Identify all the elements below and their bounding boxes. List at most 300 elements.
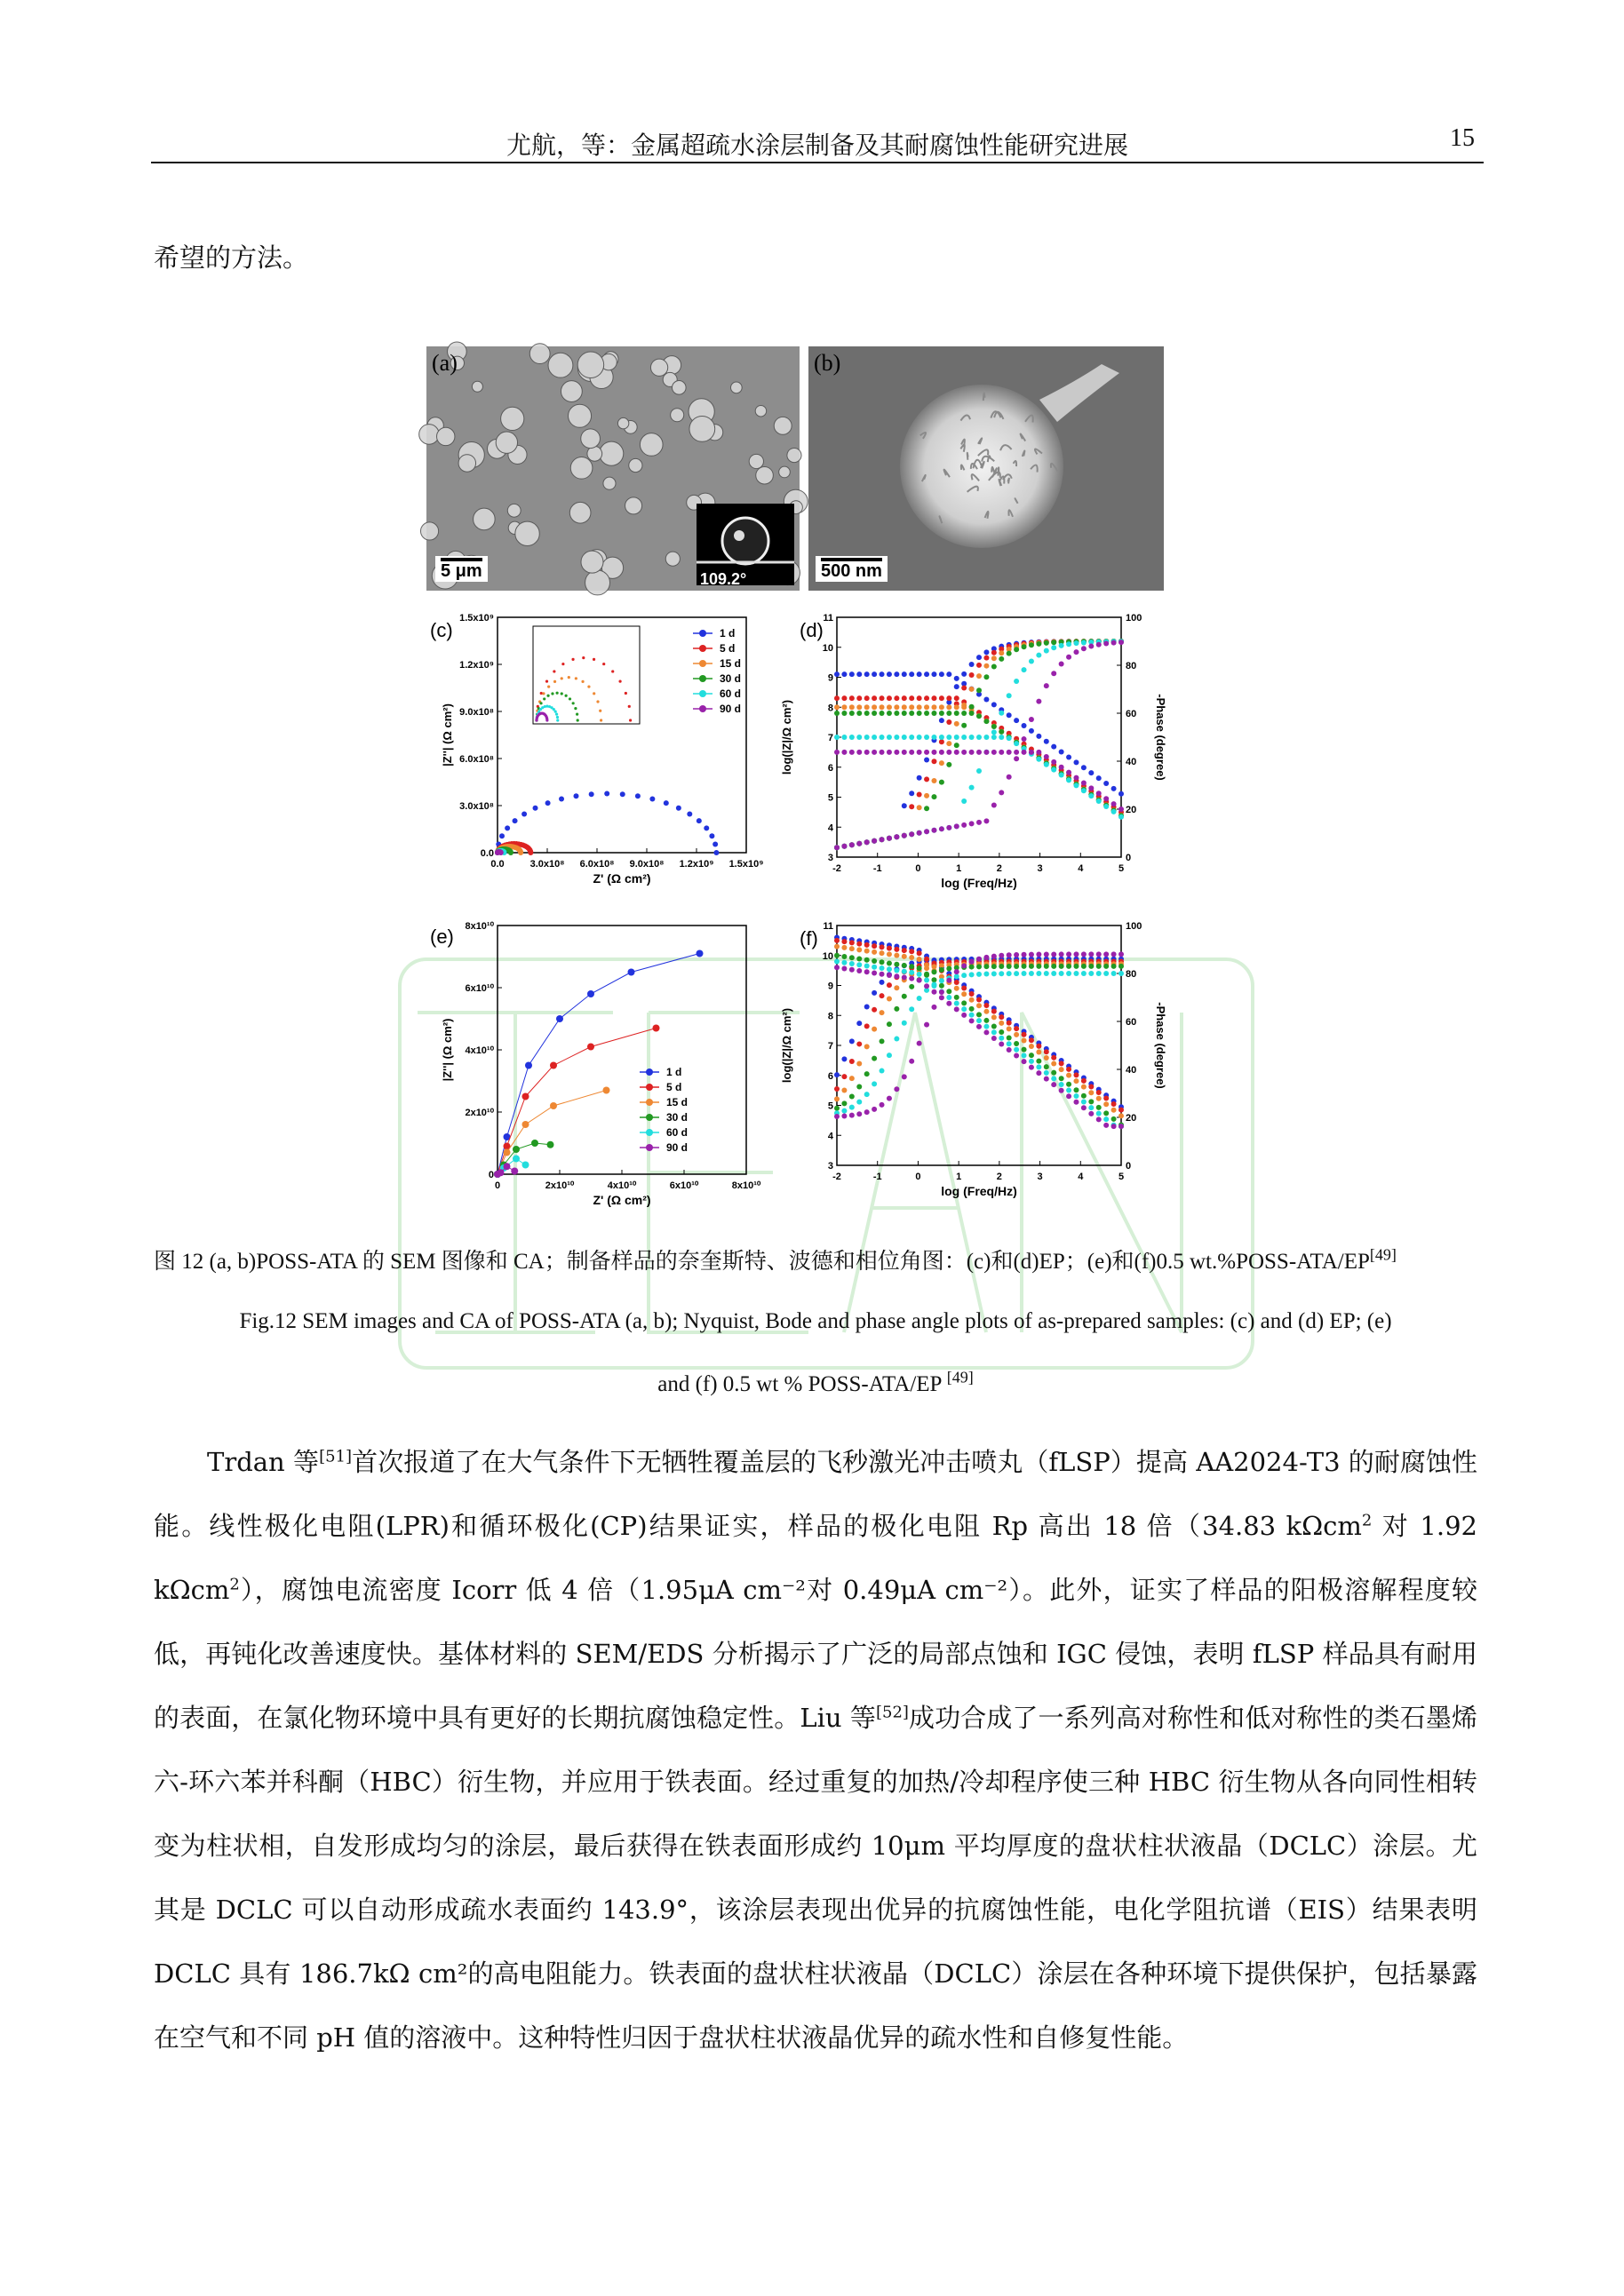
legend-label: 90 d (720, 703, 742, 715)
data-point (697, 818, 702, 823)
y-tick-label: 10 (822, 642, 833, 654)
magnitude-point (1036, 1070, 1041, 1076)
data-point (521, 811, 527, 816)
phase-point (999, 953, 1004, 958)
inset-point (565, 695, 568, 697)
magnitude-point (1073, 783, 1079, 788)
magnitude-point (976, 735, 982, 740)
phase-point (1118, 951, 1124, 957)
magnitude-point (872, 735, 877, 740)
phase-point (976, 663, 982, 668)
magnitude-point (834, 671, 840, 677)
phase-point (864, 839, 870, 845)
magnitude-point (856, 941, 862, 947)
magnitude-point (924, 750, 929, 755)
header-title: 尤航，等：金属超疏水涂层制备及其耐腐蚀性能研究进展 (506, 131, 1128, 160)
phase-point (1044, 648, 1049, 654)
magnitude-point (1088, 1111, 1094, 1116)
magnitude-point (1096, 790, 1102, 796)
phase-point (1088, 964, 1094, 969)
phase-point (961, 671, 967, 677)
magnitude-point (954, 995, 959, 1000)
phase-point (917, 830, 922, 836)
data-point (533, 806, 538, 811)
magnitude-point (954, 711, 959, 716)
x-tick-label: 5 (1118, 1172, 1125, 1182)
y-tick-label: 4 (827, 1131, 833, 1142)
inset-point (569, 697, 571, 700)
magnitude-point (1059, 773, 1064, 778)
phase-point (1103, 951, 1109, 957)
magnitude-point (991, 1029, 997, 1035)
magnitude-point (1118, 1113, 1124, 1118)
phase-point (1014, 647, 1019, 652)
phase-point (1044, 683, 1049, 688)
phase-point (991, 650, 997, 655)
inset-point (553, 680, 556, 683)
phase-point (999, 790, 1004, 795)
magnitude-point (887, 750, 892, 755)
inset-point (556, 719, 559, 721)
caption-cn-ref: [49] (1369, 1245, 1397, 1264)
phase-point (1111, 971, 1117, 976)
phase-point (1066, 641, 1071, 647)
magnitude-point (931, 989, 936, 995)
phase-point (969, 704, 975, 710)
phase-point (999, 656, 1004, 662)
phase-point (849, 1105, 855, 1110)
magnitude-point (902, 750, 907, 755)
magnitude-point (1036, 750, 1041, 755)
phase-point (880, 1010, 885, 1015)
body-s4: ），腐蚀电流密度 Icorr 低 4 倍（1.95μA cm⁻²对 0.49μA cm⁻²）。此外，证实了样品的阳极溶解程度较低，再钝化改善速度快。基体材料的 SEM/EDS 分析揭示了广泛的局部点蚀和 IGC 侵蚀，表明 fLSP 样品具有耐用的表面，在氯化物环境中具有更好的长期抗腐蚀稳定性。Liu 等 (154, 1575, 1477, 1733)
data-point (709, 833, 714, 838)
data-point (513, 1156, 520, 1163)
magnitude-point (1059, 1076, 1064, 1081)
magnitude-point (1111, 1108, 1117, 1113)
magnitude-point (1014, 1041, 1019, 1046)
phase-point (1051, 964, 1056, 969)
magnitude-point (834, 704, 840, 710)
magnitude-point (1022, 1059, 1027, 1064)
magnitude-point (864, 750, 870, 755)
magnitude-point (887, 711, 892, 716)
phase-point (961, 703, 967, 708)
magnitude-point (1081, 780, 1087, 785)
x-tick-label: 9.0x10⁸ (629, 859, 665, 870)
figure-caption-en-line2 (154, 1368, 1477, 1397)
phase-point (856, 1100, 862, 1105)
inset-point (582, 656, 585, 659)
x-tick-label: 0.0 (490, 859, 505, 870)
inset-point (556, 692, 559, 695)
phase-point (1029, 964, 1034, 969)
scale-bar-a-text: 5 μm (441, 561, 482, 581)
inset-point (628, 705, 631, 708)
magnitude-point (849, 695, 855, 701)
magnitude-point (1096, 1090, 1102, 1095)
x-tick-label: -1 (872, 863, 882, 874)
phase-point (849, 842, 855, 847)
magnitude-point (1007, 1021, 1012, 1026)
magnitude-point (1096, 775, 1102, 781)
data-point (704, 825, 709, 830)
phase-point (917, 805, 922, 810)
inset-point (554, 711, 557, 713)
phase-point (841, 1087, 847, 1092)
magnitude-point (1007, 1026, 1012, 1031)
phase-point (909, 804, 914, 809)
y-right-tick-label: 40 (1126, 1065, 1137, 1076)
panel-label-b: (b) (814, 350, 841, 376)
y-tick-label: 7 (827, 733, 833, 743)
y-tick-label: 2x10¹⁰ (465, 1108, 494, 1118)
magnitude-point (1029, 1065, 1034, 1070)
phase-point (931, 1005, 936, 1010)
magnitude-point (894, 704, 899, 710)
magnitude-point (1007, 712, 1012, 718)
phase-point (991, 655, 997, 661)
phase-point (1036, 653, 1041, 658)
phase-point (856, 1084, 862, 1089)
magnitude-point (1081, 1105, 1087, 1110)
phase-point (909, 1059, 914, 1064)
magnitude-point (1096, 1111, 1102, 1116)
magnitude-point (1081, 1093, 1087, 1099)
x-tick-label: -1 (872, 1172, 882, 1182)
phase-point (917, 996, 922, 1001)
phase-point (931, 969, 936, 974)
magnitude-point (909, 704, 914, 710)
magnitude-point (894, 947, 899, 952)
phase-point (880, 980, 885, 985)
magnitude-point (849, 750, 855, 755)
magnitude-point (887, 966, 892, 972)
chart-bode-f (782, 908, 1173, 1214)
body-s5: 成功合成了一系列高对称性和低对称性的类石墨烯六-环六苯并科酮（HBC）衍生物，并应用于铁表面。经过重复的加热/冷却程序使三种 HBC 衍生物从各向同性相转变为柱状相，自发形成均匀的涂层，最后获得在铁表面形成约 10μm 平均厚度的盘状柱状液晶（DCLC）涂层。尤其是 DCLC 可以自动形成疏水表面约 143.9°，该涂层表现出优异的抗腐蚀性能，电化学阻抗谱（EIS）结果表明 DCLC 具有 186.7kΩ cm²的高电阻能力。铁表面的盘状柱状液晶（DCLC）涂层在各种环境下提供保护，包括暴露在空气和不同 pH 值的溶液中。这种特性归因于盘状柱状液晶优异的疏水性和自修复性能。 (154, 1703, 1477, 2053)
magnitude-point (864, 711, 870, 716)
x-tick-label: -2 (832, 863, 841, 874)
phase-point (946, 966, 951, 972)
phase-point (1088, 644, 1094, 649)
magnitude-point (1036, 1064, 1041, 1069)
magnitude-point (1022, 1032, 1027, 1037)
magnitude-point (1118, 814, 1124, 820)
magnitude-point (894, 953, 899, 958)
legend-label: 1 d (720, 627, 736, 640)
phase-point (1022, 667, 1027, 672)
phase-point (924, 757, 929, 762)
y-axis-label: log(|Z|/Ω cm²) (780, 1007, 793, 1084)
phase-point (1103, 641, 1109, 647)
phase-point (872, 990, 877, 996)
y-right-tick-label: 80 (1126, 661, 1137, 671)
magnitude-point (969, 735, 975, 740)
phase-point (887, 836, 892, 841)
phase-point (969, 687, 975, 692)
x-tick-label: 0 (915, 1172, 921, 1182)
magnitude-point (976, 1024, 982, 1029)
phase-point (856, 1021, 862, 1026)
phase-point (856, 841, 862, 846)
plot-frame (498, 926, 746, 1174)
phase-point (902, 833, 907, 838)
x-tick-label: 2x10¹⁰ (545, 1180, 575, 1191)
phase-point (872, 1007, 877, 1013)
magnitude-point (931, 750, 936, 755)
magnitude-point (1066, 754, 1071, 759)
magnitude-point (1051, 744, 1056, 750)
legend-label: 5 d (720, 642, 736, 655)
magnitude-point (1088, 1084, 1094, 1089)
magnitude-point (887, 704, 892, 710)
phase-point (1103, 964, 1109, 969)
phase-point (1007, 693, 1012, 698)
phase-point (1022, 736, 1027, 742)
magnitude-point (1073, 1078, 1079, 1084)
phase-point (856, 1111, 862, 1116)
phase-point (834, 1114, 840, 1119)
magnitude-point (1051, 1076, 1056, 1081)
magnitude-point (946, 1001, 951, 1006)
magnitude-point (1118, 1108, 1124, 1113)
phase-point (976, 687, 982, 693)
contact-angle-inset (697, 504, 794, 588)
scale-bar-a (435, 556, 488, 582)
data-point (513, 818, 518, 823)
magnitude-point (894, 962, 899, 967)
magnitude-point (872, 695, 877, 701)
inset-point (599, 710, 601, 712)
phase-point (909, 984, 914, 989)
phase-point (999, 971, 1004, 976)
magnitude-point (841, 939, 847, 944)
phase-point (1096, 964, 1102, 969)
inset-point (545, 719, 548, 721)
inset-point (581, 680, 584, 683)
magnitude-point (1066, 1087, 1071, 1092)
magnitude-point (887, 960, 892, 965)
scale-bar-b-text: 500 nm (821, 561, 882, 581)
phase-point (909, 790, 914, 796)
phase-point (841, 1113, 847, 1118)
magnitude-point (1007, 735, 1012, 741)
magnitude-point (924, 977, 929, 982)
phase-point (1029, 659, 1034, 664)
magnitude-point (954, 1001, 959, 1006)
phase-point (1066, 964, 1071, 969)
legend-label: 90 d (666, 1141, 689, 1154)
body-paragraph (154, 1430, 1477, 2070)
magnitude-point (1036, 734, 1041, 739)
magnitude-point (841, 671, 847, 677)
magnitude-point (841, 704, 847, 710)
data-point (635, 793, 641, 798)
magnitude-point (894, 973, 899, 979)
magnitude-point (1029, 1053, 1034, 1058)
magnitude-point (834, 959, 840, 965)
magnitude-point (880, 972, 885, 977)
legend-marker (646, 1114, 653, 1121)
magnitude-point (880, 704, 885, 710)
magnitude-point (954, 676, 959, 681)
magnitude-point (880, 950, 885, 956)
magnitude-point (856, 962, 862, 967)
magnitude-point (887, 695, 892, 701)
magnitude-point (1022, 723, 1027, 728)
magnitude-point (1014, 1032, 1019, 1037)
inset-point (555, 713, 558, 716)
phase-point (946, 762, 951, 767)
magnitude-point (864, 949, 870, 954)
phase-point (880, 1038, 885, 1044)
data-point (499, 833, 505, 838)
magnitude-point (894, 735, 899, 740)
magnitude-point (946, 989, 951, 994)
magnitude-point (917, 711, 922, 716)
magnitude-point (1111, 1124, 1117, 1129)
magnitude-point (1066, 1067, 1071, 1072)
phase-point (983, 674, 989, 679)
magnitude-point (939, 983, 944, 989)
magnitude-point (946, 711, 951, 716)
magnitude-point (1044, 1064, 1049, 1069)
magnitude-point (991, 750, 997, 755)
phase-point (887, 1053, 892, 1058)
y-tick-label: 4x10¹⁰ (465, 1045, 494, 1056)
magnitude-point (999, 729, 1004, 735)
data-point (587, 1044, 594, 1051)
inset-point (587, 686, 590, 688)
phase-point (1096, 642, 1102, 647)
magnitude-point (917, 704, 922, 710)
magnitude-point (909, 695, 914, 701)
magnitude-point (917, 735, 922, 740)
magnitude-point (841, 711, 847, 716)
phase-point (991, 954, 997, 959)
caption-en-text: and (f) 0.5 wt % POSS-ATA/EP (657, 1372, 942, 1396)
magnitude-point (961, 1013, 967, 1018)
magnitude-point (1036, 1050, 1041, 1055)
phase-point (1029, 717, 1034, 722)
magnitude-point (931, 711, 936, 716)
inset-point (593, 692, 595, 695)
data-point (653, 1025, 660, 1032)
magnitude-point (864, 695, 870, 701)
y-tick-label: 4 (827, 822, 833, 834)
data-point (522, 1093, 529, 1100)
magnitude-point (902, 671, 907, 677)
magnitude-point (917, 978, 922, 983)
magnitude-point (946, 735, 951, 740)
magnitude-point (1103, 1116, 1109, 1122)
phase-point (1096, 951, 1102, 957)
magnitude-point (976, 750, 982, 755)
magnitude-point (849, 967, 855, 973)
phase-point (902, 1021, 907, 1026)
magnitude-point (931, 977, 936, 982)
data-point (545, 800, 551, 806)
magnitude-point (1059, 1082, 1064, 1087)
phase-point (999, 711, 1004, 716)
magnitude-point (946, 695, 951, 701)
magnitude-point (999, 1036, 1004, 1041)
magnitude-point (924, 695, 929, 701)
phase-point (924, 973, 929, 978)
phase-point (841, 844, 847, 849)
phase-point (880, 993, 885, 998)
magnitude-point (917, 671, 922, 677)
magnitude-point (1111, 809, 1117, 814)
y-right-tick-label: 0 (1126, 853, 1132, 863)
y-right-tick-label: 60 (1126, 709, 1137, 719)
phase-point (931, 828, 936, 833)
magnitude-point (983, 1024, 989, 1029)
magnitude-point (856, 671, 862, 677)
phase-point (1118, 971, 1124, 976)
magnitude-point (991, 724, 997, 729)
data-point (498, 850, 504, 855)
magnitude-point (841, 945, 847, 950)
phase-point (939, 978, 944, 983)
phase-point (1073, 649, 1079, 655)
phase-point (1014, 971, 1019, 976)
inset-point (629, 719, 632, 721)
phase-point (976, 820, 982, 825)
magnitude-point (961, 991, 967, 997)
y-tick-label: 1.5x10⁹ (459, 613, 494, 624)
data-point (531, 1140, 538, 1147)
magnitude-point (1051, 1082, 1056, 1087)
magnitude-point (1096, 1105, 1102, 1110)
phase-point (969, 965, 975, 970)
legend-label: 15 d (666, 1096, 689, 1108)
magnitude-point (954, 735, 959, 740)
magnitude-point (983, 719, 989, 724)
magnitude-point (1111, 801, 1117, 806)
phase-point (1036, 964, 1041, 969)
inset-point (568, 676, 570, 679)
magnitude-point (872, 671, 877, 677)
y-tick-label: 5 (827, 792, 833, 804)
magnitude-point (880, 965, 885, 971)
magnitude-point (1014, 1053, 1019, 1059)
legend-label: 5 d (666, 1081, 682, 1093)
magnitude-point (887, 671, 892, 677)
magnitude-point (864, 704, 870, 710)
magnitude-point (909, 750, 914, 755)
sem-image-a (426, 346, 800, 591)
data-point (573, 793, 578, 798)
phase-point (1059, 662, 1064, 667)
magnitude-point (834, 750, 840, 755)
magnitude-point (1014, 1026, 1019, 1031)
phase-point (1014, 964, 1019, 969)
magnitude-point (902, 704, 907, 710)
phase-point (894, 985, 899, 990)
sem-image-b (808, 346, 1164, 591)
x-tick-label: 8x10¹⁰ (731, 1180, 761, 1191)
magnitude-point (1051, 767, 1056, 773)
data-point (550, 1102, 557, 1109)
magnitude-point (902, 969, 907, 974)
magnitude-point (1066, 770, 1071, 775)
magnitude-point (924, 704, 929, 710)
phase-point (976, 673, 982, 679)
phase-point (969, 662, 975, 667)
phase-point (872, 1107, 877, 1112)
magnitude-point (849, 955, 855, 960)
